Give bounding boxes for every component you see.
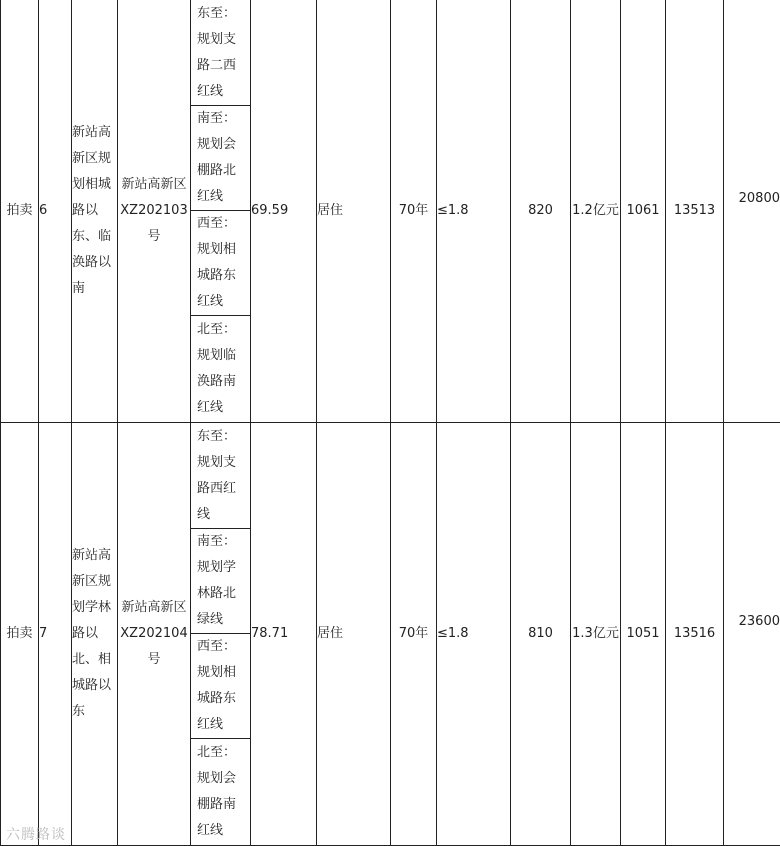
lease-term: 70年 [391, 423, 437, 846]
unit-price: 1061 [621, 0, 666, 423]
parcel-code: 新站高新区XZ202103号 [118, 0, 191, 423]
boundary-east [191, 1, 250, 106]
boundary-text: 西至：规划相城路东红线 [197, 215, 237, 309]
parcel-code: 新站高新区XZ202104号 [118, 423, 191, 846]
boundary-text: 北至：规划会棚路南红线 [197, 744, 237, 838]
boundary-text: 北至：规划临涣路南红线 [197, 321, 237, 415]
boundary-text: 东至：规划支路西红线 [197, 428, 237, 522]
boundary-west [191, 634, 250, 739]
boundaries-cell [191, 423, 251, 846]
table-row [1, 0, 780, 423]
land-area: 69.59 [251, 0, 317, 423]
boundary-north [191, 316, 250, 422]
lot-number: 6 [39, 0, 72, 423]
boundary-south [191, 106, 250, 211]
boundary-text: 西至：规划相城路东红线 [197, 638, 237, 732]
boundary-text: 东至：规划支路二西红线 [197, 5, 237, 99]
boundaries-cell [191, 0, 251, 423]
boundary-west [191, 211, 250, 316]
floor-area-ratio: ≤1.8 [437, 0, 511, 423]
boundary-south [191, 529, 250, 634]
value-cell: 810 [511, 423, 571, 846]
total-price: 1.3亿元 [571, 423, 621, 846]
table-row [1, 423, 780, 846]
boundary-text: 南至：规划会棚路北红线 [197, 110, 237, 204]
watermark: 六腾路谈 [6, 827, 66, 843]
land-location: 新站高新区规划学林路以北、相城路以东 [72, 423, 118, 846]
land-location: 新站高新区规划相城路以东、临涣路以南 [72, 0, 118, 423]
floor-area-ratio: ≤1.8 [437, 423, 511, 846]
floor-price: 13516 [666, 423, 724, 846]
land-area: 78.71 [251, 423, 317, 846]
land-use: 居住 [317, 423, 391, 846]
deposit: 20800 [724, 0, 780, 423]
boundary-north [191, 739, 250, 845]
total-price: 1.2亿元 [571, 0, 621, 423]
deposit: 23600 [724, 423, 780, 846]
auction-method: 拍卖 [1, 0, 39, 423]
unit-price: 1051 [621, 423, 666, 846]
lot-number: 7 [39, 423, 72, 846]
boundary-text: 南至：规划学林路北绿线 [197, 533, 237, 627]
land-use: 居住 [317, 0, 391, 423]
auction-method: 拍卖 [1, 423, 39, 846]
floor-price: 13513 [666, 0, 724, 423]
value-cell: 820 [511, 0, 571, 423]
boundary-east [191, 424, 250, 529]
lease-term: 70年 [391, 0, 437, 423]
